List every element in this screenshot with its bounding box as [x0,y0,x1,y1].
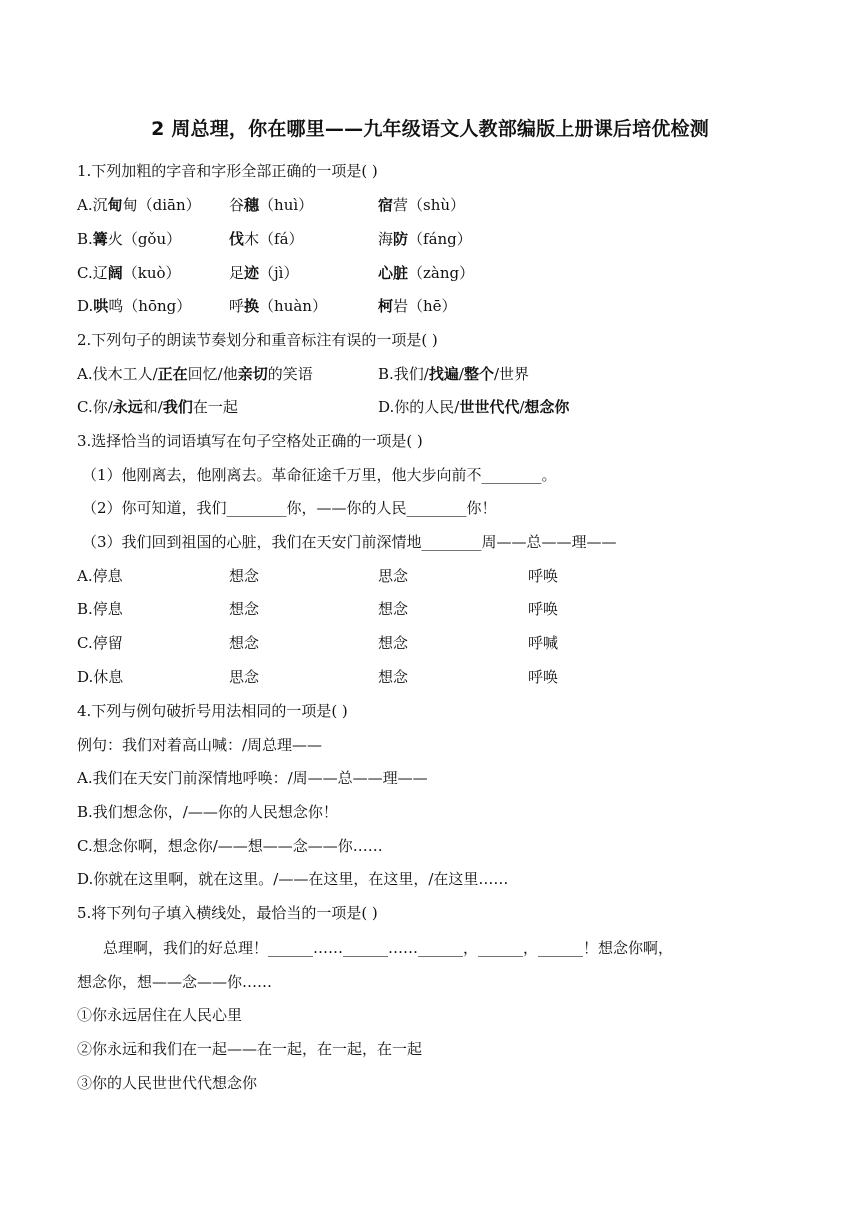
question-5-stem: 5.将下列句子填入横线处，最恰当的一项是( ) [77,904,378,922]
question-1-option-a-item-2: 谷穗（huì） [229,196,314,214]
question-2-option-c: C.你/永远和/我们在一起 [77,398,238,416]
question-3-sentence-3: （3）我们回到祖国的心脏，我们在天安门前深情地________周——总——理—— [82,533,617,551]
question-4-stem: 4.下列与例句破折号用法相同的一项是( ) [77,702,348,720]
question-3-option-a-word-4: 呼唤 [528,567,559,585]
question-3-sentence-1: （1）他刚离去，他刚离去。革命征途千万里，他大步向前不________。 [82,466,557,484]
question-2-option-b: B.我们/找遍/整个/世界 [378,365,530,383]
question-3-option-c-word-3: 想念 [378,634,409,652]
question-2-option-a: A.伐木工人/正在回忆/他亲切的笑语 [77,365,313,383]
question-3-option-d-word-4: 呼唤 [528,668,559,686]
question-5-passage-line-2: 想念你，想——念——你…… [77,973,273,991]
question-3-option-c-word-2: 想念 [229,634,260,652]
question-3-option-a-word-2: 想念 [229,567,260,585]
question-1-option-d-item-1: D.哄鸣（hōng） [77,297,192,315]
question-1-option-a-item-1: A.沉甸甸（diān） [77,196,201,214]
question-1-option-c-item-2: 足迹（jì） [229,264,299,282]
question-1-stem: 1.下列加粗的字音和字形全部正确的一项是( ) [77,162,378,180]
question-1-option-c-item-1: C.辽阔（kuò） [77,264,181,282]
question-1-option-b-item-3: 海防（fáng） [378,230,472,248]
question-1-option-b-item-2: 伐木（fá） [229,230,304,248]
question-2-option-d: D.你的人民/世世代代/想念你 [378,398,570,416]
question-3-option-c-word-4: 呼喊 [528,634,559,652]
question-3-option-b-word-1: B.停息 [77,600,123,618]
question-3-option-a-word-1: A.停息 [77,567,123,585]
question-3-option-d-word-2: 思念 [229,668,260,686]
question-3-sentence-2: （2）你可知道，我们________你，——你的人民________你！ [82,499,497,517]
question-3-stem: 3.选择恰当的词语填写在句子空格处正确的一项是( ) [77,432,423,450]
question-3-option-c-word-1: C.停留 [77,634,123,652]
question-4-option-b: B.我们想念你，/——你的人民想念你！ [77,803,338,821]
question-3-option-a-word-3: 思念 [378,567,409,585]
question-5-item-2: ②你永远和我们在一起——在一起，在一起，在一起 [77,1040,423,1058]
question-4-example: 例句：我们对着高山喊：/周总理—— [77,736,323,754]
question-3-option-b-word-2: 想念 [229,600,260,618]
question-1-option-a-item-3: 宿营（shù） [378,196,466,214]
question-1-option-b-item-1: B.篝火（gǒu） [77,230,182,248]
question-2-stem: 2.下列句子的朗读节奏划分和重音标注有误的一项是( ) [77,331,438,349]
page-title: 2 周总理，你在哪里——九年级语文人教部编版上册课后培优检测 [151,118,709,140]
question-1-option-d-item-2: 呼换（huàn） [229,297,327,315]
question-3-option-b-word-4: 呼唤 [528,600,559,618]
question-5-passage-line-1: 总理啊，我们的好总理！______……______……______，______，______！想念你啊， [103,939,674,957]
question-3-option-b-word-3: 想念 [378,600,409,618]
question-1-option-d-item-3: 柯岩（hē） [378,297,457,315]
question-1-option-c-item-3: 心脏（zàng） [378,264,475,282]
question-4-option-a: A.我们在天安门前深情地呼唤：/周——总——理—— [77,769,428,787]
question-4-option-d: D.你就在这里啊，就在这里。/——在这里，在这里，/在这里…… [77,870,509,888]
question-4-option-c: C.想念你啊，想念你/——想——念——你…… [77,837,383,855]
question-5-item-3: ③你的人民世世代代想念你 [77,1074,258,1092]
question-3-option-d-word-1: D.休息 [77,668,124,686]
question-5-item-1: ①你永远居住在人民心里 [77,1006,243,1024]
question-3-option-d-word-3: 想念 [378,668,409,686]
